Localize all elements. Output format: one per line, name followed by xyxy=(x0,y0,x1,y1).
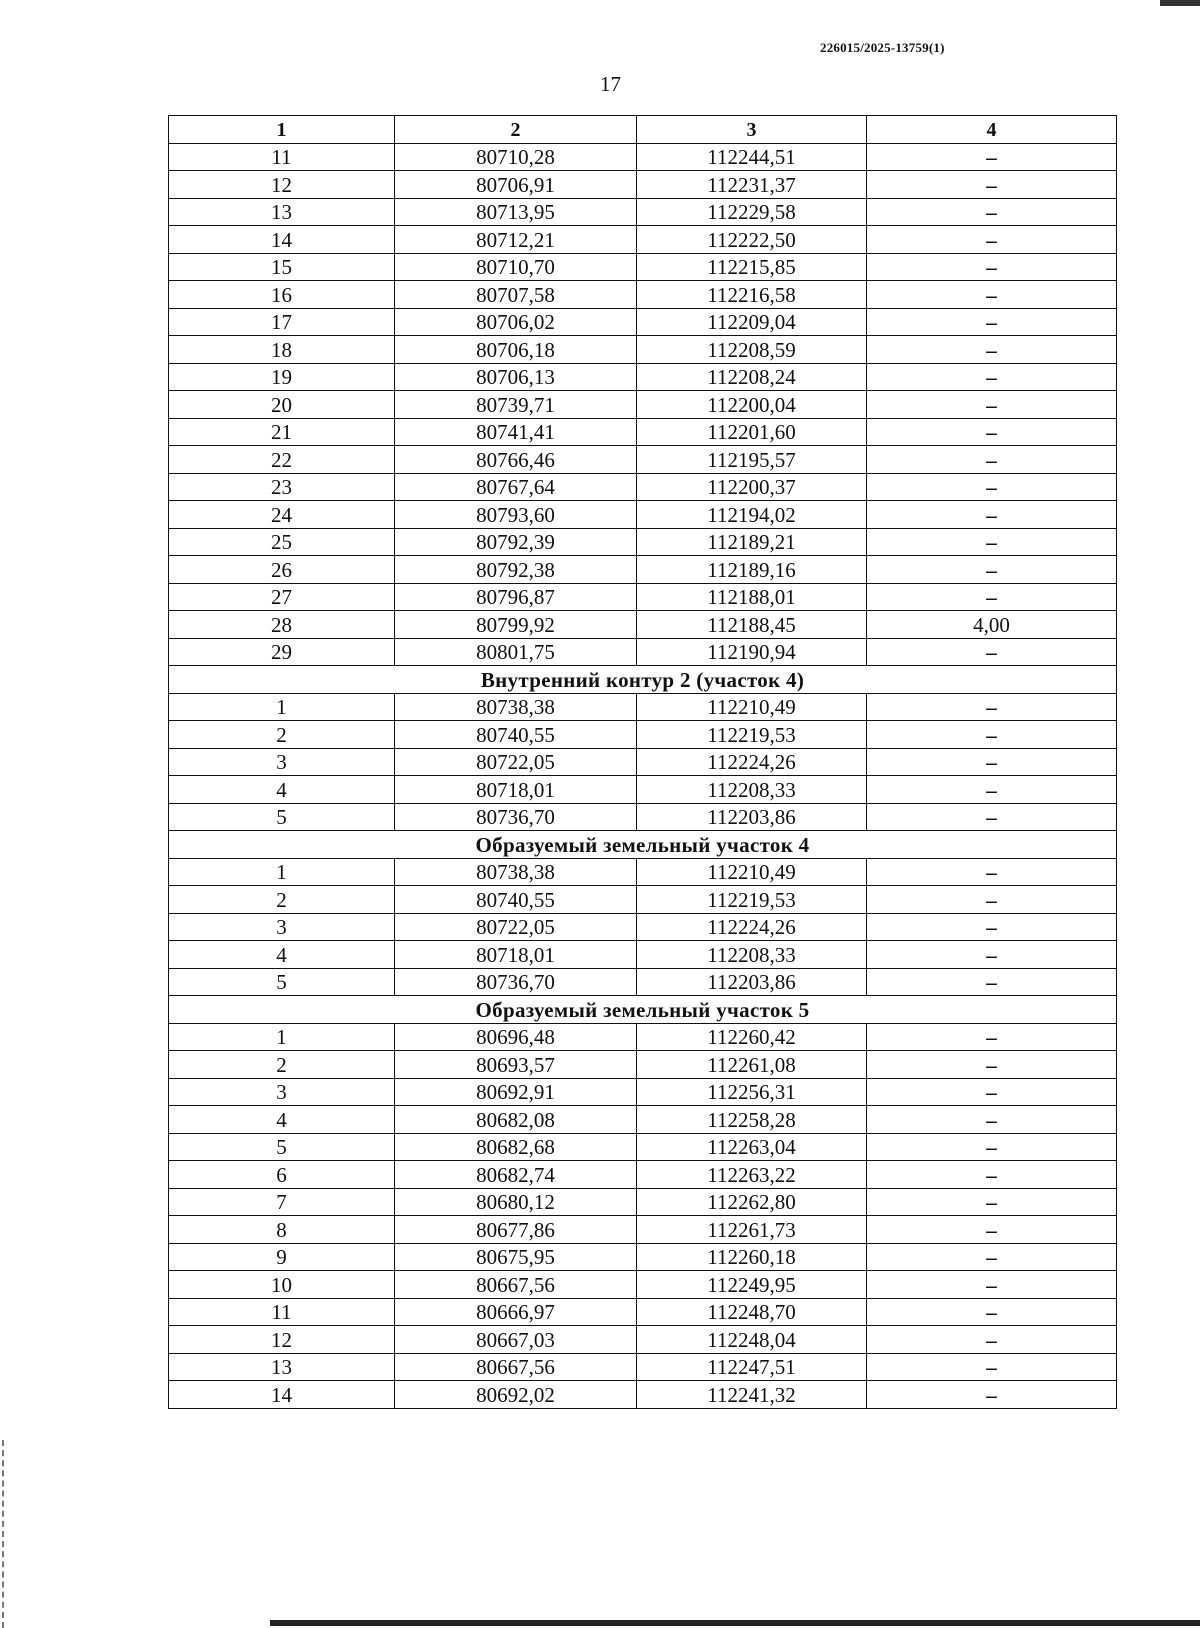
column-4-cell: – xyxy=(867,501,1117,529)
y-coordinate-cell: 112208,24 xyxy=(637,363,867,391)
point-number-cell: 13 xyxy=(169,198,395,226)
point-number-cell: 3 xyxy=(169,748,395,776)
column-4-cell: – xyxy=(867,143,1117,171)
x-coordinate-cell: 80680,12 xyxy=(395,1188,637,1216)
y-coordinate-cell: 112224,26 xyxy=(637,913,867,941)
y-coordinate-cell: 112189,21 xyxy=(637,528,867,556)
y-coordinate-cell: 112219,53 xyxy=(637,886,867,914)
table-row xyxy=(169,226,1117,254)
table-row xyxy=(169,693,1117,721)
y-coordinate-cell: 112188,01 xyxy=(637,583,867,611)
scan-corner-mark xyxy=(1160,0,1200,6)
table-row xyxy=(169,748,1117,776)
x-coordinate-cell: 80706,91 xyxy=(395,171,637,199)
y-coordinate-cell: 112229,58 xyxy=(637,198,867,226)
y-coordinate-cell: 112189,16 xyxy=(637,556,867,584)
x-coordinate-cell: 80667,56 xyxy=(395,1271,637,1299)
scan-bottom-line xyxy=(270,1620,1200,1626)
column-4-cell: – xyxy=(867,721,1117,749)
column-4-cell: – xyxy=(867,281,1117,309)
y-coordinate-cell: 112203,86 xyxy=(637,968,867,996)
table-row xyxy=(169,776,1117,804)
table-row xyxy=(169,281,1117,309)
y-coordinate-cell: 112231,37 xyxy=(637,171,867,199)
table-row xyxy=(169,1133,1117,1161)
table-row xyxy=(169,143,1117,171)
page-number: 17 xyxy=(600,72,621,96)
x-coordinate-cell: 80692,91 xyxy=(395,1078,637,1106)
x-coordinate-cell: 80801,75 xyxy=(395,638,637,666)
x-coordinate-cell: 80740,55 xyxy=(395,721,637,749)
table-row xyxy=(169,363,1117,391)
y-coordinate-cell: 112222,50 xyxy=(637,226,867,254)
y-coordinate-cell: 112247,51 xyxy=(637,1353,867,1381)
point-number-cell: 2 xyxy=(169,1051,395,1079)
x-coordinate-cell: 80667,56 xyxy=(395,1353,637,1381)
x-coordinate-cell: 80718,01 xyxy=(395,941,637,969)
point-number-cell: 9 xyxy=(169,1243,395,1271)
point-number-cell: 25 xyxy=(169,528,395,556)
point-number-cell: 26 xyxy=(169,556,395,584)
y-coordinate-cell: 112215,85 xyxy=(637,253,867,281)
point-number-cell: 12 xyxy=(169,171,395,199)
y-coordinate-cell: 112194,02 xyxy=(637,501,867,529)
column-4-cell: – xyxy=(867,1051,1117,1079)
y-coordinate-cell: 112256,31 xyxy=(637,1078,867,1106)
column-4-cell: – xyxy=(867,1216,1117,1244)
point-number-cell: 27 xyxy=(169,583,395,611)
table-row xyxy=(169,913,1117,941)
column-4-cell: – xyxy=(867,446,1117,474)
x-coordinate-cell: 80739,71 xyxy=(395,391,637,419)
y-coordinate-cell: 112248,70 xyxy=(637,1298,867,1326)
table-row xyxy=(169,308,1117,336)
point-number-cell: 28 xyxy=(169,611,395,639)
column-4-cell: – xyxy=(867,638,1117,666)
x-coordinate-cell: 80766,46 xyxy=(395,446,637,474)
table-row xyxy=(169,253,1117,281)
x-coordinate-cell: 80722,05 xyxy=(395,748,637,776)
point-number-cell: 20 xyxy=(169,391,395,419)
table-row xyxy=(169,528,1117,556)
y-coordinate-cell: 112209,04 xyxy=(637,308,867,336)
table-row xyxy=(169,1216,1117,1244)
table-row xyxy=(169,1188,1117,1216)
table-header xyxy=(169,116,1117,144)
y-coordinate-cell: 112244,51 xyxy=(637,143,867,171)
x-coordinate-cell: 80796,87 xyxy=(395,583,637,611)
column-4-cell: – xyxy=(867,171,1117,199)
x-coordinate-cell: 80740,55 xyxy=(395,886,637,914)
column-header: 1 xyxy=(169,116,395,144)
column-4-cell: – xyxy=(867,418,1117,446)
column-4-cell: 4,00 xyxy=(867,611,1117,639)
column-4-cell: – xyxy=(867,198,1117,226)
column-header: 4 xyxy=(867,116,1117,144)
table-row xyxy=(169,1078,1117,1106)
point-number-cell: 3 xyxy=(169,1078,395,1106)
point-number-cell: 19 xyxy=(169,363,395,391)
y-coordinate-cell: 112210,49 xyxy=(637,858,867,886)
y-coordinate-cell: 112261,73 xyxy=(637,1216,867,1244)
x-coordinate-cell: 80713,95 xyxy=(395,198,637,226)
column-4-cell: – xyxy=(867,1161,1117,1189)
x-coordinate-cell: 80677,86 xyxy=(395,1216,637,1244)
column-4-cell: – xyxy=(867,913,1117,941)
y-coordinate-cell: 112200,37 xyxy=(637,473,867,501)
column-4-cell: – xyxy=(867,748,1117,776)
column-4-cell: – xyxy=(867,363,1117,391)
column-4-cell: – xyxy=(867,1381,1117,1409)
y-coordinate-cell: 112258,28 xyxy=(637,1106,867,1134)
point-number-cell: 4 xyxy=(169,1106,395,1134)
point-number-cell: 5 xyxy=(169,803,395,831)
table-row xyxy=(169,611,1117,639)
column-4-cell: – xyxy=(867,968,1117,996)
column-4-cell: – xyxy=(867,1326,1117,1354)
column-header: 2 xyxy=(395,116,637,144)
point-number-cell: 4 xyxy=(169,941,395,969)
table-row xyxy=(169,556,1117,584)
y-coordinate-cell: 112201,60 xyxy=(637,418,867,446)
y-coordinate-cell: 112219,53 xyxy=(637,721,867,749)
point-number-cell: 21 xyxy=(169,418,395,446)
x-coordinate-cell: 80682,68 xyxy=(395,1133,637,1161)
y-coordinate-cell: 112260,18 xyxy=(637,1243,867,1271)
coordinates-table xyxy=(168,115,1117,1409)
point-number-cell: 2 xyxy=(169,721,395,749)
scan-edge-mark xyxy=(2,1440,6,1628)
column-4-cell: – xyxy=(867,528,1117,556)
column-4-cell: – xyxy=(867,391,1117,419)
table-row xyxy=(169,391,1117,419)
x-coordinate-cell: 80667,03 xyxy=(395,1326,637,1354)
table-row xyxy=(169,968,1117,996)
column-4-cell: – xyxy=(867,776,1117,804)
point-number-cell: 1 xyxy=(169,693,395,721)
y-coordinate-cell: 112248,04 xyxy=(637,1326,867,1354)
table-row xyxy=(169,638,1117,666)
table-row xyxy=(169,1161,1117,1189)
y-coordinate-cell: 112241,32 xyxy=(637,1381,867,1409)
point-number-cell: 13 xyxy=(169,1353,395,1381)
y-coordinate-cell: 112195,57 xyxy=(637,446,867,474)
y-coordinate-cell: 112208,33 xyxy=(637,776,867,804)
point-number-cell: 12 xyxy=(169,1326,395,1354)
column-4-cell: – xyxy=(867,941,1117,969)
x-coordinate-cell: 80682,08 xyxy=(395,1106,637,1134)
column-4-cell: – xyxy=(867,1243,1117,1271)
x-coordinate-cell: 80799,92 xyxy=(395,611,637,639)
table-row xyxy=(169,198,1117,226)
table-row xyxy=(169,583,1117,611)
point-number-cell: 5 xyxy=(169,1133,395,1161)
y-coordinate-cell: 112190,94 xyxy=(637,638,867,666)
x-coordinate-cell: 80666,97 xyxy=(395,1298,637,1326)
column-4-cell: – xyxy=(867,1023,1117,1051)
y-coordinate-cell: 112224,26 xyxy=(637,748,867,776)
y-coordinate-cell: 112260,42 xyxy=(637,1023,867,1051)
y-coordinate-cell: 112261,08 xyxy=(637,1051,867,1079)
point-number-cell: 10 xyxy=(169,1271,395,1299)
column-4-cell: – xyxy=(867,1271,1117,1299)
x-coordinate-cell: 80710,28 xyxy=(395,143,637,171)
column-4-cell: – xyxy=(867,1298,1117,1326)
x-coordinate-cell: 80736,70 xyxy=(395,803,637,831)
table-row xyxy=(169,336,1117,364)
column-4-cell: – xyxy=(867,1078,1117,1106)
section-header-row xyxy=(169,666,1117,694)
table-row xyxy=(169,1023,1117,1051)
y-coordinate-cell: 112249,95 xyxy=(637,1271,867,1299)
table-row xyxy=(169,171,1117,199)
table-row xyxy=(169,1271,1117,1299)
section-title: Образуемый земельный участок 4 xyxy=(169,831,1117,859)
document-number: 226015/2025-13759(1) xyxy=(820,40,945,55)
table-row xyxy=(169,803,1117,831)
point-number-cell: 22 xyxy=(169,446,395,474)
point-number-cell: 17 xyxy=(169,308,395,336)
table-row xyxy=(169,1326,1117,1354)
point-number-cell: 14 xyxy=(169,226,395,254)
table-row xyxy=(169,1353,1117,1381)
x-coordinate-cell: 80792,39 xyxy=(395,528,637,556)
x-coordinate-cell: 80767,64 xyxy=(395,473,637,501)
section-title: Образуемый земельный участок 5 xyxy=(169,996,1117,1024)
point-number-cell: 14 xyxy=(169,1381,395,1409)
point-number-cell: 5 xyxy=(169,968,395,996)
x-coordinate-cell: 80722,05 xyxy=(395,913,637,941)
y-coordinate-cell: 112208,59 xyxy=(637,336,867,364)
point-number-cell: 7 xyxy=(169,1188,395,1216)
column-4-cell: – xyxy=(867,1106,1117,1134)
point-number-cell: 1 xyxy=(169,858,395,886)
y-coordinate-cell: 112210,49 xyxy=(637,693,867,721)
y-coordinate-cell: 112188,45 xyxy=(637,611,867,639)
column-4-cell: – xyxy=(867,556,1117,584)
column-4-cell: – xyxy=(867,1133,1117,1161)
column-4-cell: – xyxy=(867,308,1117,336)
table-row xyxy=(169,886,1117,914)
table-row xyxy=(169,446,1117,474)
point-number-cell: 16 xyxy=(169,281,395,309)
x-coordinate-cell: 80675,95 xyxy=(395,1243,637,1271)
point-number-cell: 23 xyxy=(169,473,395,501)
point-number-cell: 1 xyxy=(169,1023,395,1051)
point-number-cell: 6 xyxy=(169,1161,395,1189)
point-number-cell: 11 xyxy=(169,1298,395,1326)
column-4-cell: – xyxy=(867,253,1117,281)
column-4-cell: – xyxy=(867,1188,1117,1216)
y-coordinate-cell: 112262,80 xyxy=(637,1188,867,1216)
x-coordinate-cell: 80706,18 xyxy=(395,336,637,364)
point-number-cell: 15 xyxy=(169,253,395,281)
column-4-cell: – xyxy=(867,473,1117,501)
x-coordinate-cell: 80712,21 xyxy=(395,226,637,254)
point-number-cell: 2 xyxy=(169,886,395,914)
x-coordinate-cell: 80707,58 xyxy=(395,281,637,309)
column-4-cell: – xyxy=(867,886,1117,914)
section-header-row xyxy=(169,996,1117,1024)
x-coordinate-cell: 80682,74 xyxy=(395,1161,637,1189)
column-header: 3 xyxy=(637,116,867,144)
point-number-cell: 8 xyxy=(169,1216,395,1244)
table-row xyxy=(169,858,1117,886)
point-number-cell: 4 xyxy=(169,776,395,804)
point-number-cell: 11 xyxy=(169,143,395,171)
column-4-cell: – xyxy=(867,226,1117,254)
table-row xyxy=(169,473,1117,501)
table-row xyxy=(169,418,1117,446)
x-coordinate-cell: 80792,38 xyxy=(395,556,637,584)
column-4-cell: – xyxy=(867,1353,1117,1381)
table-row xyxy=(169,1298,1117,1326)
x-coordinate-cell: 80692,02 xyxy=(395,1381,637,1409)
table-row xyxy=(169,941,1117,969)
section-header-row xyxy=(169,831,1117,859)
header-row xyxy=(169,116,1117,144)
x-coordinate-cell: 80736,70 xyxy=(395,968,637,996)
table-body xyxy=(169,143,1117,1408)
table-row xyxy=(169,1051,1117,1079)
table-row xyxy=(169,1381,1117,1409)
y-coordinate-cell: 112263,04 xyxy=(637,1133,867,1161)
column-4-cell: – xyxy=(867,336,1117,364)
y-coordinate-cell: 112263,22 xyxy=(637,1161,867,1189)
y-coordinate-cell: 112216,58 xyxy=(637,281,867,309)
x-coordinate-cell: 80693,57 xyxy=(395,1051,637,1079)
section-title: Внутренний контур 2 (участок 4) xyxy=(169,666,1117,694)
table-row xyxy=(169,501,1117,529)
y-coordinate-cell: 112208,33 xyxy=(637,941,867,969)
x-coordinate-cell: 80793,60 xyxy=(395,501,637,529)
x-coordinate-cell: 80710,70 xyxy=(395,253,637,281)
x-coordinate-cell: 80741,41 xyxy=(395,418,637,446)
y-coordinate-cell: 112200,04 xyxy=(637,391,867,419)
table-row xyxy=(169,1243,1117,1271)
x-coordinate-cell: 80738,38 xyxy=(395,858,637,886)
point-number-cell: 18 xyxy=(169,336,395,364)
table-row xyxy=(169,1106,1117,1134)
x-coordinate-cell: 80706,13 xyxy=(395,363,637,391)
x-coordinate-cell: 80696,48 xyxy=(395,1023,637,1051)
column-4-cell: – xyxy=(867,583,1117,611)
column-4-cell: – xyxy=(867,858,1117,886)
y-coordinate-cell: 112203,86 xyxy=(637,803,867,831)
x-coordinate-cell: 80738,38 xyxy=(395,693,637,721)
column-4-cell: – xyxy=(867,693,1117,721)
point-number-cell: 3 xyxy=(169,913,395,941)
point-number-cell: 29 xyxy=(169,638,395,666)
x-coordinate-cell: 80718,01 xyxy=(395,776,637,804)
x-coordinate-cell: 80706,02 xyxy=(395,308,637,336)
point-number-cell: 24 xyxy=(169,501,395,529)
column-4-cell: – xyxy=(867,803,1117,831)
table-row xyxy=(169,721,1117,749)
